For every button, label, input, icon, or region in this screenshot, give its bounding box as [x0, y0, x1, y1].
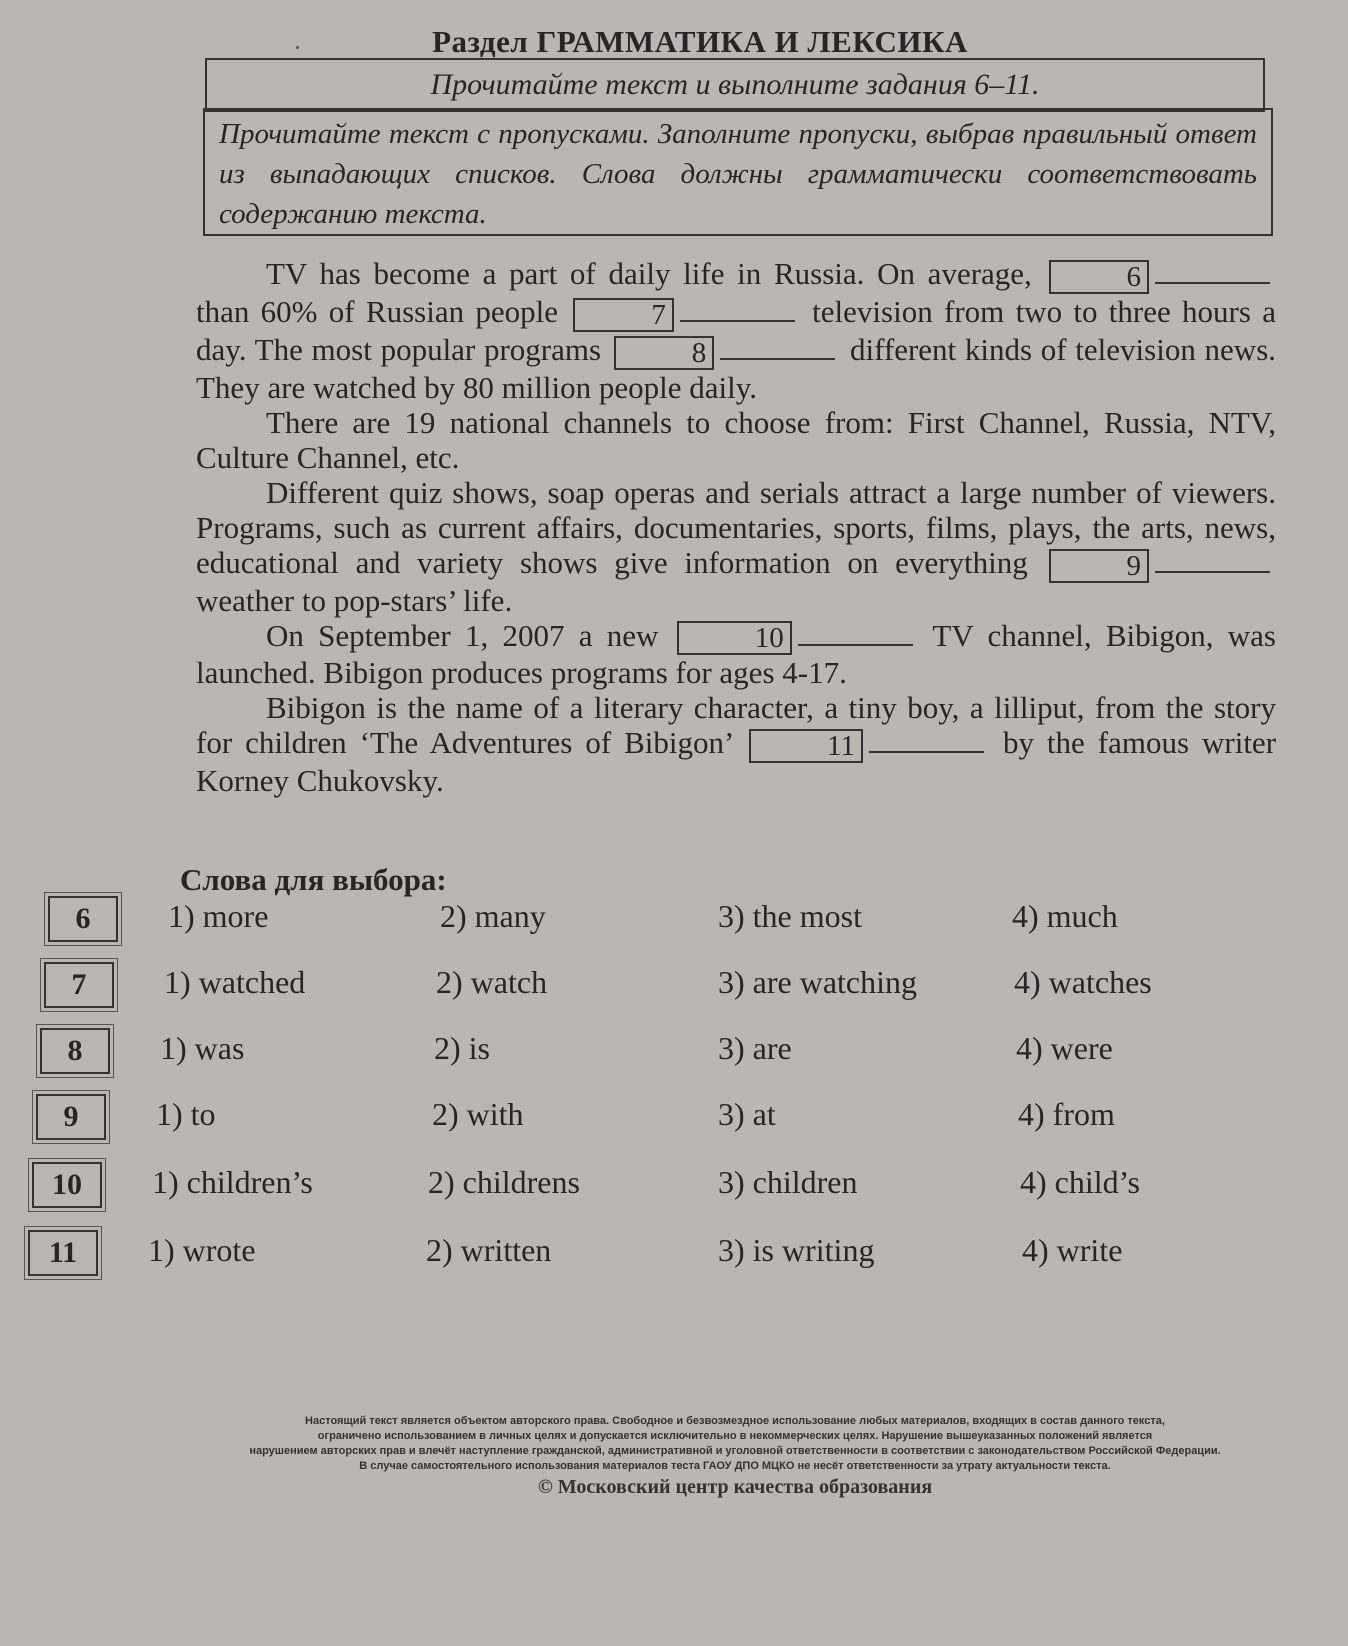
option-2[interactable]: 2) with	[432, 1096, 524, 1132]
reading-text	[196, 256, 1276, 798]
option-1[interactable]: 1) watched	[164, 964, 306, 1000]
option-4[interactable]: 4) much	[1012, 898, 1118, 934]
choice-number: 6	[48, 896, 118, 942]
option-4[interactable]: 4) write	[1022, 1232, 1123, 1268]
paragraph-1: TV has become a part of daily life in Russia. On average, 6 than 60% of Russian people 7 television from two to three hours a day. The most popular programs 8 different kinds of television news. They are watched by 80 million people daily.	[196, 256, 1277, 405]
option-4[interactable]: 4) were	[1016, 1030, 1113, 1066]
option-2[interactable]: 2) watch	[436, 964, 548, 1000]
notice-line-2: ограничено использованием в личных целях и допускается исключительно в некоммерческих целях. Нарушение вышеуказанных положений является	[317, 1430, 1153, 1442]
choice-row-6	[0, 896, 1348, 940]
gap-11-blank[interactable]	[869, 727, 984, 753]
option-3[interactable]: 3) at	[718, 1096, 776, 1132]
paragraph-2: There are 19 national channels to choose from: First Channel, Russia, NTV, Culture Channel, etc.	[196, 404, 1276, 475]
gap-10-box: 10	[677, 621, 792, 655]
choice-row-10	[0, 1162, 1348, 1206]
option-1[interactable]: 1) more	[168, 898, 269, 934]
gap-7-blank[interactable]	[680, 296, 795, 322]
option-3[interactable]: 3) are watching	[718, 964, 918, 1000]
notice-line-4: В случае самостоятельного использования материалов теста ГАОУ ДПО МЦКО не несёт ответственности за утрату актуальности текста.	[359, 1460, 1111, 1472]
paragraph-5: Bibigon is the name of a literary character, a tiny boy, a lilliput, from the story for children ‘The Adventures of Bibigon’ 11 by the famous writer Korney Chukovsky.	[196, 690, 1277, 799]
task-box: Прочитайте текст с пропусками. Заполните пропуски, выбрав правильный ответ из выпадающих списков. Слова должны грамматически соответствовать содержанию текста.	[203, 108, 1273, 236]
gap-6-box: 6	[1049, 260, 1150, 294]
choice-number: 11	[28, 1230, 98, 1276]
choice-row-11	[0, 1230, 1348, 1274]
section-title: Раздел ГРАММАТИКА И ЛЕКСИКА	[432, 24, 968, 59]
option-2[interactable]: 2) written	[426, 1232, 552, 1268]
notice-line-1: Настоящий текст является объектом авторского права. Свободное и безвозмездное использование любых материалов, входящих в состав данного текста,	[305, 1415, 1165, 1427]
gap-6-blank[interactable]	[1155, 258, 1270, 284]
choice-row-7	[0, 962, 1348, 1006]
instruction-box: Прочитайте текст и выполните задания 6–11.	[205, 58, 1265, 112]
gap-10-blank[interactable]	[798, 620, 913, 646]
option-3[interactable]: 3) is writing	[718, 1232, 875, 1268]
copyright-line: © Московский центр качества образования	[537, 1476, 933, 1498]
choice-number: 7	[44, 962, 114, 1008]
option-4[interactable]: 4) child’s	[1020, 1164, 1140, 1200]
choice-row-8	[0, 1028, 1348, 1072]
paragraph-3: Different quiz shows, soap operas and serials attract a large number of viewers. Programs, such as current affairs, documentaries, sports, films, plays, the arts, news, educational and variety shows give information on everything 9 weather to pop-stars’ life.	[196, 474, 1276, 618]
option-1[interactable]: 1) children’s	[152, 1164, 313, 1200]
gap-8-blank[interactable]	[720, 334, 835, 360]
gap-9-blank[interactable]	[1155, 547, 1270, 573]
gap-8-box: 8	[614, 336, 715, 370]
gap-9-box: 9	[1049, 549, 1150, 583]
option-3[interactable]: 3) are	[718, 1030, 792, 1066]
option-1[interactable]: 1) was	[160, 1030, 245, 1066]
paragraph-4: On September 1, 2007 a new 10 TV channel, Bibigon, was launched. Bibigon produces programs for ages 4-17.	[196, 617, 1276, 691]
option-2[interactable]: 2) many	[440, 898, 546, 934]
choice-number: 9	[36, 1094, 106, 1140]
choice-number: 10	[32, 1162, 102, 1208]
gap-11-box: 11	[749, 729, 863, 763]
notice-line-3: нарушением авторских прав и влечёт наступление гражданской, административной и уголовной ответственности в соответствии с законодательством Российской Федерации.	[249, 1445, 1221, 1457]
option-1[interactable]: 1) wrote	[148, 1232, 256, 1268]
option-2[interactable]: 2) childrens	[428, 1164, 580, 1200]
option-3[interactable]: 3) the most	[718, 898, 862, 934]
option-4[interactable]: 4) watches	[1014, 964, 1152, 1000]
choice-number: 8	[40, 1028, 110, 1074]
option-2[interactable]: 2) is	[434, 1030, 490, 1066]
gap-7-box: 7	[573, 298, 674, 332]
option-3[interactable]: 3) children	[718, 1164, 858, 1200]
choice-row-9	[0, 1094, 1348, 1138]
words-heading: Слова для выбора:	[180, 862, 447, 897]
option-1[interactable]: 1) to	[156, 1096, 216, 1132]
copyright-notice	[150, 1414, 1320, 1498]
option-4[interactable]: 4) from	[1018, 1096, 1115, 1132]
